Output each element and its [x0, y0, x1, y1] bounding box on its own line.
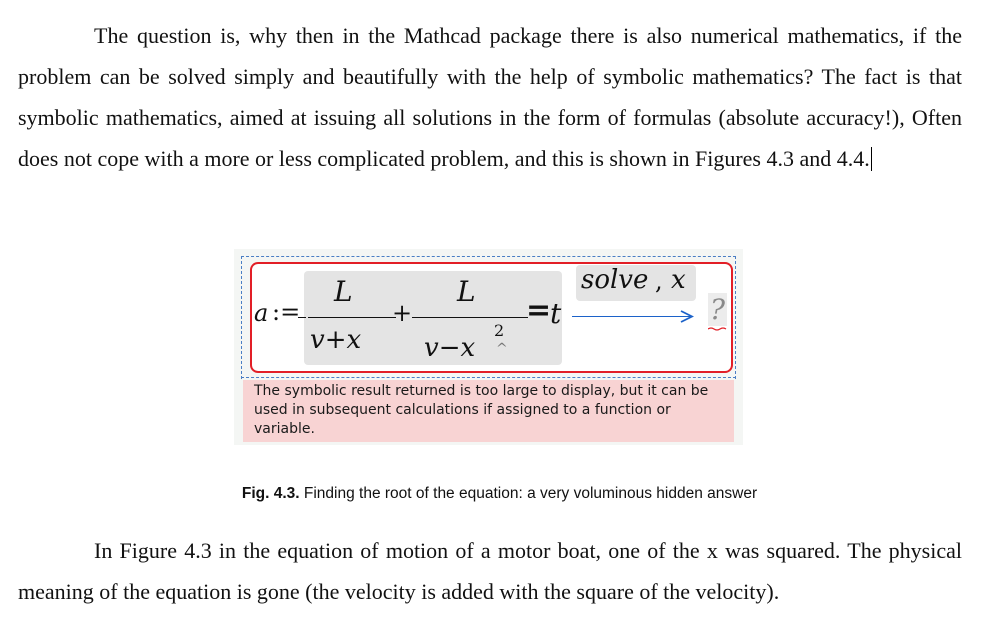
- term2-fraction-line: [420, 317, 528, 318]
- text-cursor: [871, 147, 872, 171]
- exponent[interactable]: 2: [494, 321, 505, 340]
- assign-operator: :=: [272, 298, 301, 326]
- plus-operator: +: [392, 299, 413, 327]
- term1-fraction-line: [308, 317, 396, 318]
- paragraph-1-text: The question is, why then in the Mathcad package there is also numerical mathematics, if the problem can be solved simply and beautifully with the help of symbolic mathematics? The fact is that symbolic mathematics, aimed at issuing all solutions in the form of formulas (absolute accuracy!), Often does not cope with a more or less complicated problem, and this is shown in Figures 4.3 and 4.4.: [18, 23, 962, 171]
- solve-comma: ,: [655, 267, 663, 295]
- error-message-text: The symbolic result returned is too large to display, but it can be used in subsequent calculations if assigned to a function or variable.: [254, 383, 709, 437]
- solve-variable[interactable]: x: [671, 265, 686, 295]
- caption-label: Fig. 4.3.: [241, 485, 300, 502]
- message-dashed-divider: [241, 377, 736, 378]
- equals-operator: =: [526, 293, 552, 328]
- term2-denominator[interactable]: v−x: [424, 333, 476, 363]
- caption-text: Finding the root of the equation: a very voluminous hidden answer: [303, 485, 758, 502]
- body-paragraph-2: In Figure 4.3 in the equation of motion of a motor boat, one of the x was squared. The physical meaning of the equation is gone (the velocity is added with the square of the velocity).: [18, 538, 962, 604]
- body-paragraph-1: [18, 15, 962, 179]
- term2-numerator[interactable]: L: [457, 275, 476, 308]
- lhs-variable[interactable]: a: [254, 299, 269, 327]
- arrow-head-icon: [680, 310, 694, 323]
- term1-denominator[interactable]: v+x: [310, 325, 362, 355]
- term1-numerator[interactable]: L: [334, 275, 353, 308]
- rhs-variable[interactable]: t: [550, 297, 562, 330]
- symbolic-arrow: [572, 316, 690, 317]
- result-placeholder-underline-icon: [708, 327, 728, 331]
- insertion-caret: ^: [496, 341, 508, 357]
- figure-caption: [0, 485, 999, 503]
- solve-keyword[interactable]: solve: [581, 265, 649, 295]
- mathcad-figure: [234, 249, 743, 445]
- plus-connector-line: [412, 317, 420, 318]
- result-placeholder[interactable]: ?: [710, 293, 726, 326]
- lhs-fraction-line: [298, 317, 306, 318]
